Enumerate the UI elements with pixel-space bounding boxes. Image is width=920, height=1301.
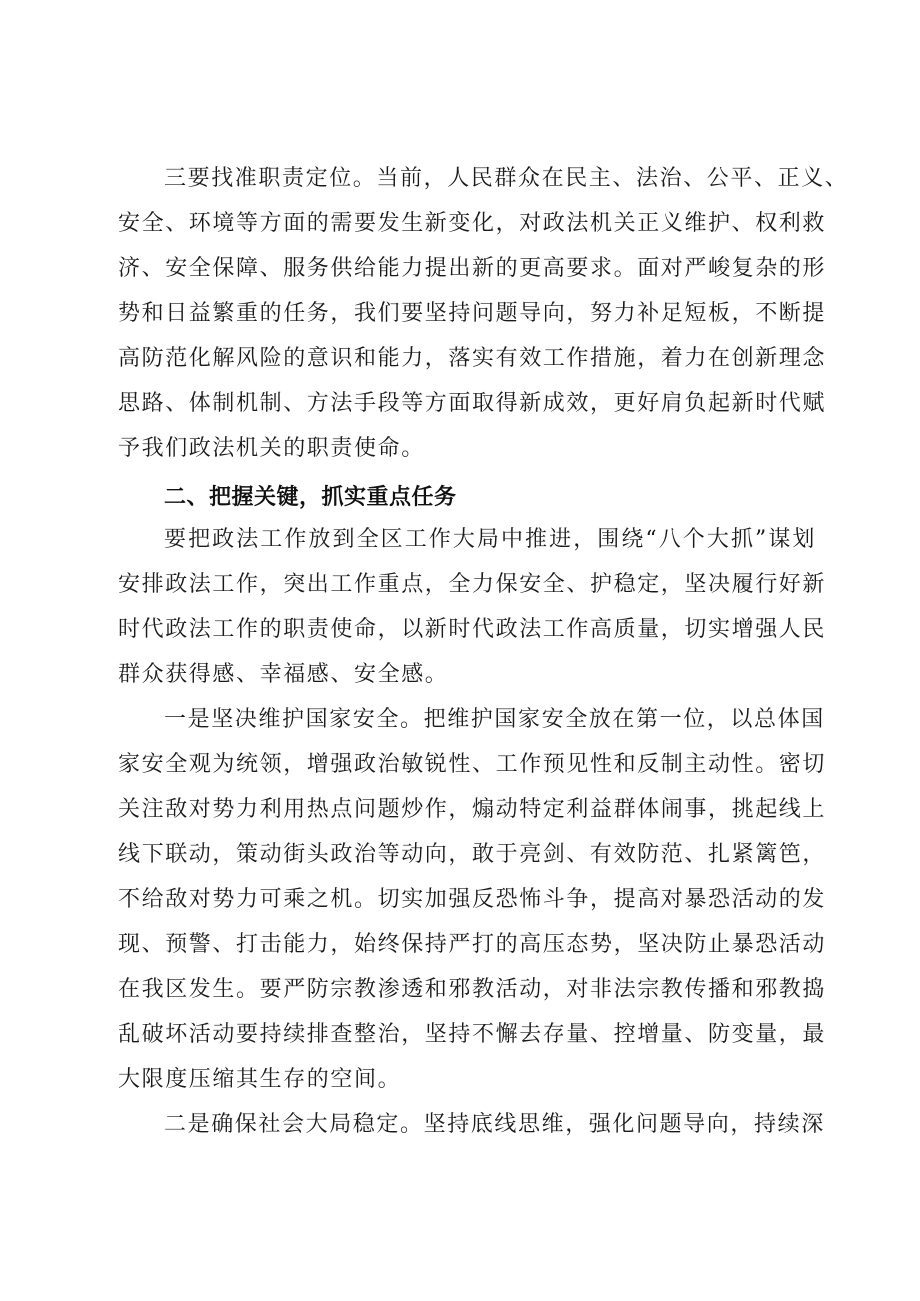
text-line: 大限度压缩其生存的空间。 [118, 1067, 402, 1092]
text-line: 一是坚决维护国家安全。把维护国家安全放在第一位，以总体国 [164, 707, 825, 732]
section-heading: 二、把握关键，抓实重点任务 [164, 485, 457, 510]
text-line: 三要找准职责定位。当前，人民群众在民主、法治、公平、正义、 [164, 166, 849, 191]
text-line: 二是确保社会大局稳定。坚持底线思维，强化问题导向，持续深 [164, 1112, 825, 1137]
text-line: 安排政法工作，突出工作重点，全力保安全、护稳定，坚决履行好新 [118, 572, 827, 597]
text-line: 济、安全保障、服务供给能力提出新的更高要求。面对严峻复杂的形 [118, 256, 827, 281]
text-line: 关注敌对势力利用热点问题炒作，煽动特定利益群体闹事，挑起线上 [118, 797, 827, 822]
text-line: 现、预警、打击能力，始终保持严打的高压态势，坚决防止暴恐活动 [118, 932, 827, 957]
text-line: 予我们政法机关的职责使命。 [118, 436, 425, 461]
text-line: 乱破坏活动要持续排查整治，坚持不懈去存量、控增量、防变量，最 [118, 1022, 827, 1047]
paragraph-social-stability [118, 1102, 825, 1147]
paragraph-section-intro [118, 517, 827, 697]
text-line: 群众获得感、幸福感、安全感。 [118, 662, 449, 687]
text-line: 不给敌对势力可乘之机。切实加强反恐怖斗争，提高对暴恐活动的发 [118, 887, 827, 912]
text-line: 线下联动，策动街头政治等动向，敢于亮剑、有效防范、扎紧篱笆， [118, 842, 827, 867]
text-line: 高防范化解风险的意识和能力，落实有效工作措施，着力在创新理念 [118, 346, 827, 371]
text-line: 思路、体制机制、方法手段等方面取得新成效，更好肩负起新时代赋 [118, 391, 827, 416]
text-line: 时代政法工作的职责使命，以新时代政法工作高质量，切实增强人民 [118, 617, 827, 642]
text-line: 要把政法工作放到全区工作大局中推进，围绕“八个大抓”谋划 [164, 527, 816, 552]
text-line: 家安全观为统领，增强政治敏锐性、工作预见性和反制主动性。密切 [118, 752, 827, 777]
paragraph-duty-positioning [118, 156, 849, 471]
text-line: 安全、环境等方面的需要发生新变化，对政法机关正义维护、权利救 [118, 211, 827, 236]
text-line: 在我区发生。要严防宗教渗透和邪教活动，对非法宗教传播和邪教捣 [118, 977, 827, 1002]
paragraph-national-security [118, 697, 827, 1102]
text-line: 势和日益繁重的任务，我们要坚持问题导向，努力补足短板，不断提 [118, 301, 827, 326]
document-body [118, 156, 849, 1147]
